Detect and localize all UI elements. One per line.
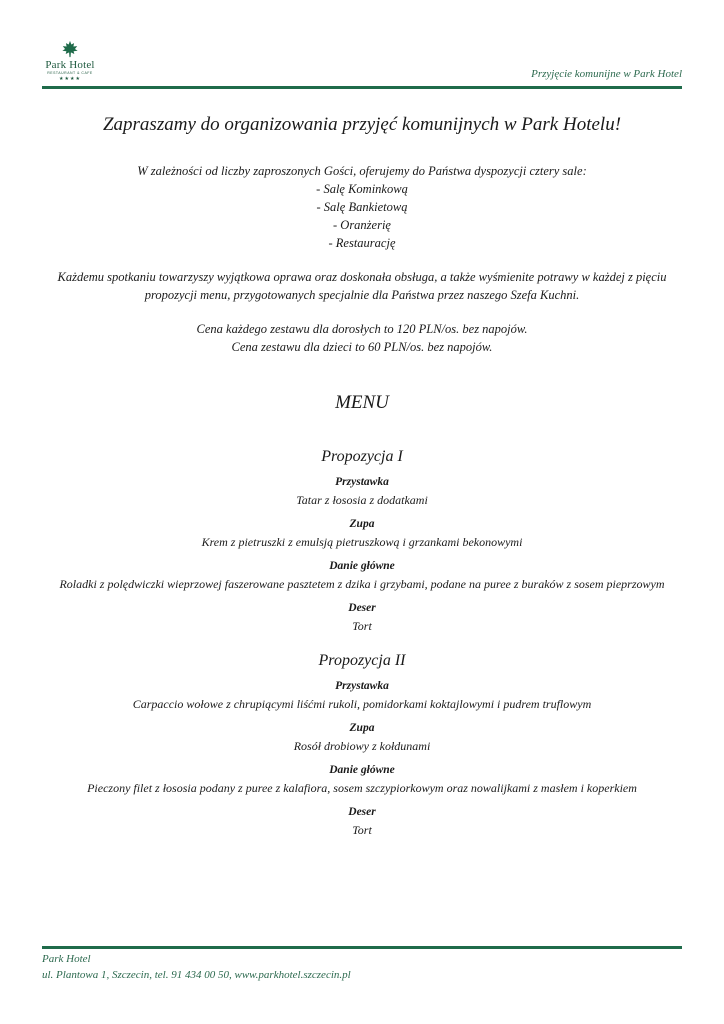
course-name: Deser — [348, 602, 376, 614]
proposition-title: Propozycja I — [321, 448, 403, 465]
proposition-title: Propozycja II — [318, 652, 406, 669]
course-name: Zupa — [349, 722, 375, 734]
footer-hotel-name: Park Hotel — [42, 953, 91, 965]
rooms-lead: W zależności od liczby zaproszonych Gości, oferujemy do Państwa dyspozycji cztery sale: — [137, 164, 587, 178]
course-dish: Krem z pietruszki z emulsją pietruszkową i grzankami bekonowymi — [201, 535, 523, 549]
footer-address: ul. Plantowa 1, Szczecin, tel. 91 434 00 50, www.parkhotel.szczecin.pl — [42, 969, 351, 981]
course-dish: Carpaccio wołowe z chrupiącymi liśćmi rukoli, pomidorkami koktajlowymi i pudrem truflowym — [132, 697, 592, 711]
page-header — [0, 0, 724, 92]
logo-subtitle: RESTAURANT & CAFE — [47, 71, 93, 75]
course-name: Deser — [348, 806, 376, 818]
course-dish: Tort — [352, 823, 372, 837]
logo-name: Park Hotel — [45, 59, 95, 71]
park-hotel-logo — [42, 40, 98, 82]
price-adult: Cena każdego zestawu dla dorosłych to 120 PLN/os. bez napojów. — [196, 322, 528, 336]
price-child: Cena zestawu dla dzieci to 60 PLN/os. bez napojów. — [231, 340, 493, 354]
header-divider — [42, 86, 682, 89]
course-dish: Roladki z polędwiczki wieprzowej faszerowane pasztetem z dzika i grzybami, podane na puree z buraków z sosem pieprzowym — [59, 577, 665, 591]
course-name: Przystawka — [335, 476, 389, 488]
course-dish: Pieczony filet z łososia podany z puree z kalafiora, sosem szczypiorkowym oraz nowalijkami z masłem i koperkiem — [87, 781, 637, 795]
document-body — [42, 112, 682, 840]
course-dish: Tatar z łososia z dodatkami — [296, 493, 428, 507]
course-name: Danie główne — [329, 764, 395, 776]
course-dish: Tort — [352, 619, 372, 633]
room-item: - Restaurację — [328, 236, 396, 250]
page-footer — [42, 951, 682, 983]
header-caption: Przyjęcie komunijne w Park Hotel — [531, 68, 682, 80]
logo-stars: ★★★★ — [59, 76, 81, 82]
footer-divider — [42, 946, 682, 949]
course-dish: Rosół drobiowy z kołdunami — [293, 739, 431, 753]
course-name: Danie główne — [329, 560, 395, 572]
service-paragraph: Każdemu spotkaniu towarzyszy wyjątkowa oprawa oraz doskonała obsługa, a także wyśmienite potrawy w każdej z pięciu propozycji menu, przygotowanych specjalnie dla Państwa przez naszego Szefa Kuchni. — [57, 270, 667, 302]
room-item: - Salę Kominkową — [316, 182, 408, 196]
course-name: Przystawka — [335, 680, 389, 692]
course-name: Zupa — [349, 518, 375, 530]
maple-leaf-icon — [61, 40, 79, 58]
menu-title: MENU — [335, 392, 389, 413]
room-item: - Salę Bankietową — [316, 200, 408, 214]
room-item: - Oranżerię — [333, 218, 391, 232]
page-title: Zapraszamy do organizowania przyjęć komunijnych w Park Hotelu! — [102, 114, 622, 135]
